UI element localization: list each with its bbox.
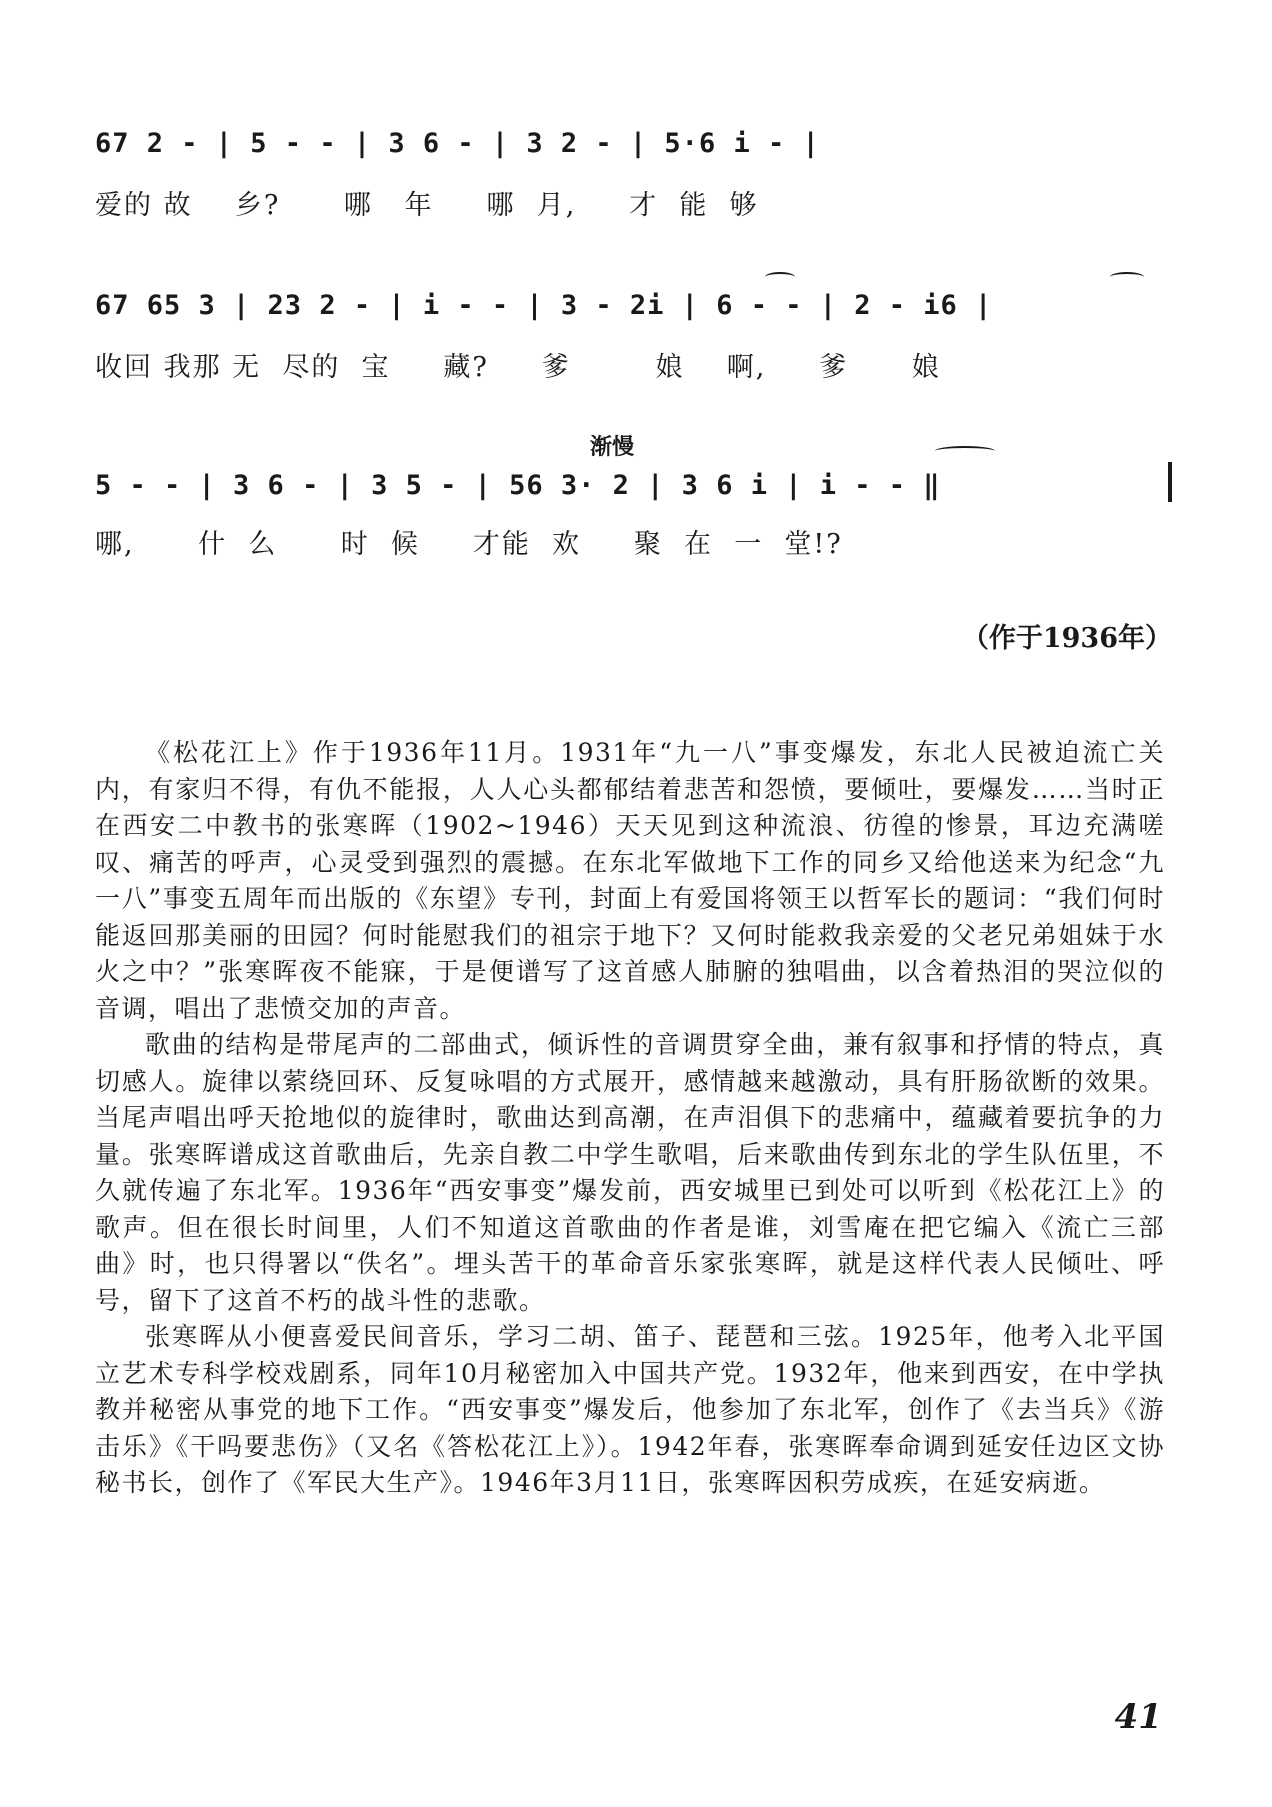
score-line-1: 67 2 - | 5 - - | 3 6 - | 3 2 - | 5·6 i - |	[95, 128, 820, 159]
lyric-line-1: 爱的 故 乡? 哪 年 哪 月, 才 能 够	[95, 190, 759, 221]
paragraph: 歌曲的结构是带尾声的二部曲式，倾诉性的音调贯穿全曲，兼有叙事和抒情的特点，真切感人。旋律以萦绕回环、反复咏唱的方式展开，感情越来越激动，具有肝肠欲断的效果。当尾声唱出呼天抢地似的旋律时，歌曲达到高潮，在声泪俱下的悲痛中，蕴藏着要抗争的力量。张寒晖谱成这首歌曲后，先亲自教二中学生歌唱，后来歌曲传到东北的学生队伍里，不久就传遍了东北军。1936年“西安事变”爆发前，西安城里已到处可以听到《松花江上》的歌声。但在很长时间里，人们不知道这首歌曲的作者是谁，刘雪庵在把它编入《流亡三部曲》时，也只得署以“佚名”。埋头苦干的革命音乐家张寒晖，就是这样代表人民倾吐、呼号，留下了这首不朽的战斗性的悲歌。	[95, 1030, 1165, 1315]
tie-mark	[765, 272, 795, 282]
tie-mark	[1110, 272, 1144, 282]
final-barline	[1168, 462, 1172, 502]
commentary-text	[95, 735, 1165, 1502]
score-line-3: 5 - - | 3 6 - | 3 5 - | 56 3· 2 | 3 6 i | i - - ‖	[95, 470, 941, 501]
composition-date-note: （作于1936年）	[961, 623, 1172, 654]
tie-mark	[935, 446, 995, 456]
paragraph: 《松花江上》作于1936年11月。1931年“九一八”事变爆发，东北人民被迫流亡关内，有家归不得，有仇不能报，人人心头都郁结着悲苦和怨愤，要倾吐，要爆发……当时正在西安二中教书的张寒晖（1902~1946）天天见到这种流浪、彷徨的惨景，耳边充满嗟叹、痛苦的呼声，心灵受到强烈的震撼。在东北军做地下工作的同乡又给他送来为纪念“九一八”事变五周年而出版的《东望》专刊，封面上有爱国将领王以哲军长的题词：“我们何时能返回那美丽的田园？何时能慰我们的祖宗于地下？又何时能救我亲爱的父老兄弟姐妹于水火之中？”张寒晖夜不能寐，于是便谱写了这首感人肺腑的独唱曲，以含着热泪的哭泣似的音调，唱出了悲愤交加的声音。	[95, 738, 1165, 1023]
paragraph: 张寒晖从小便喜爱民间音乐，学习二胡、笛子、琵琶和三弦。1925年，他考入北平国立艺术专科学校戏剧系，同年10月秘密加入中国共产党。1932年，他来到西安，在中学执教并秘密从事党的地下工作。“西安事变”爆发后，他参加了东北军，创作了《去当兵》《游击乐》《干吗要悲伤》（又名《答松花江上》）。1942年春，张寒晖奉命调到延安任边区文协秘书长，创作了《军民大生产》。1946年3月11日，张寒晖因积劳成疾，在延安病逝。	[95, 1322, 1165, 1497]
lyric-line-3: 哪, 什 么 时 候 才能 欢 聚 在 一 堂!?	[95, 529, 843, 560]
page-number: 41	[1114, 1697, 1162, 1737]
lyric-line-2: 收回 我那 无 尽的 宝 藏? 爹 娘 啊, 爹 娘	[95, 352, 941, 383]
score-line-2: 67 65 3 | 23 2 - | i - - | 3 - 2i | 6 - - | 2 - i6 |	[95, 290, 993, 321]
tempo-mark: 渐慢	[590, 434, 635, 460]
